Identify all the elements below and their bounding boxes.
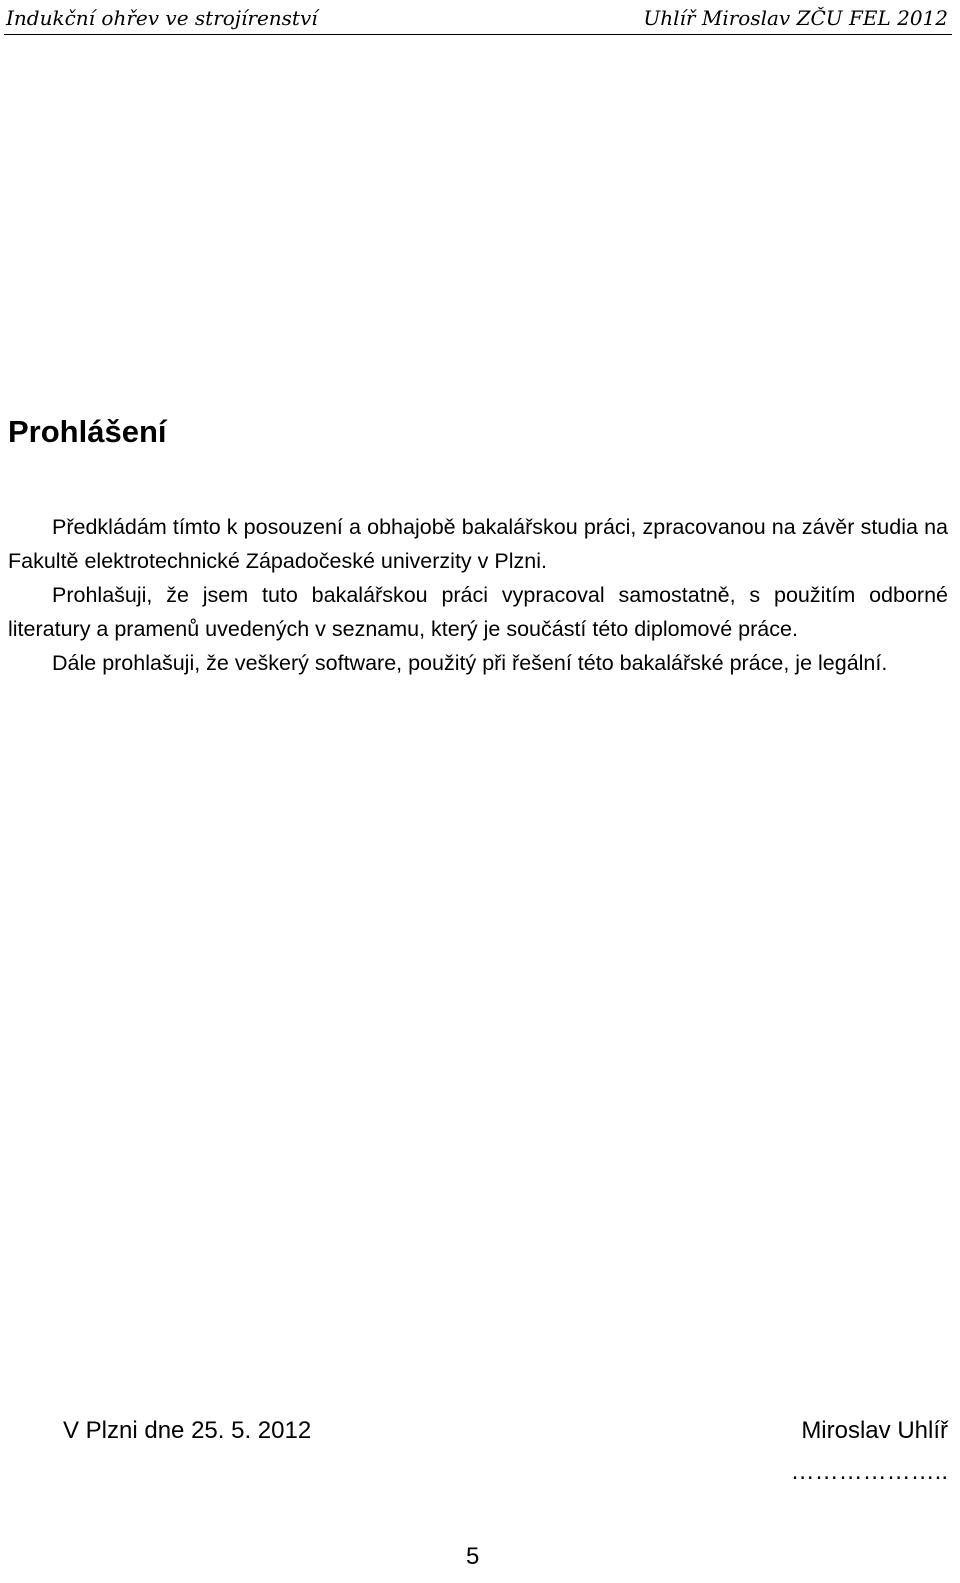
signature-name: Miroslav Uhlíř: [801, 1417, 948, 1444]
page-header: [4, 0, 952, 35]
paragraph-declaration: Prohlašuji, že jsem tuto bakalářskou práci vypracoval samostatně, s použitím odborné literatury a pramenů uvedených v seznamu, který je součástí této diplomové práce.: [8, 583, 948, 641]
header-document-title: Indukční ohřev ve strojírenství: [6, 6, 318, 30]
declaration-body: [8, 510, 948, 680]
page-title: Prohlášení: [8, 414, 167, 449]
signature-place-date: V Plzni dne 25. 5. 2012: [63, 1417, 312, 1444]
page-number: 5: [466, 1543, 480, 1570]
paragraph-submission: Předkládám tímto k posouzení a obhajobě bakalářskou práci, zpracovanou na závěr studia na Fakultě elektrotechnické Západočeské univerzity v Plzni.: [8, 515, 948, 573]
paragraph-software: Dále prohlašuji, že veškerý software, použitý při řešení této bakalářské práce, je legální.: [52, 651, 888, 675]
signature-line: ………………..: [790, 1458, 948, 1485]
header-author-info: Uhlíř Miroslav ZČU FEL 2012: [643, 6, 948, 30]
